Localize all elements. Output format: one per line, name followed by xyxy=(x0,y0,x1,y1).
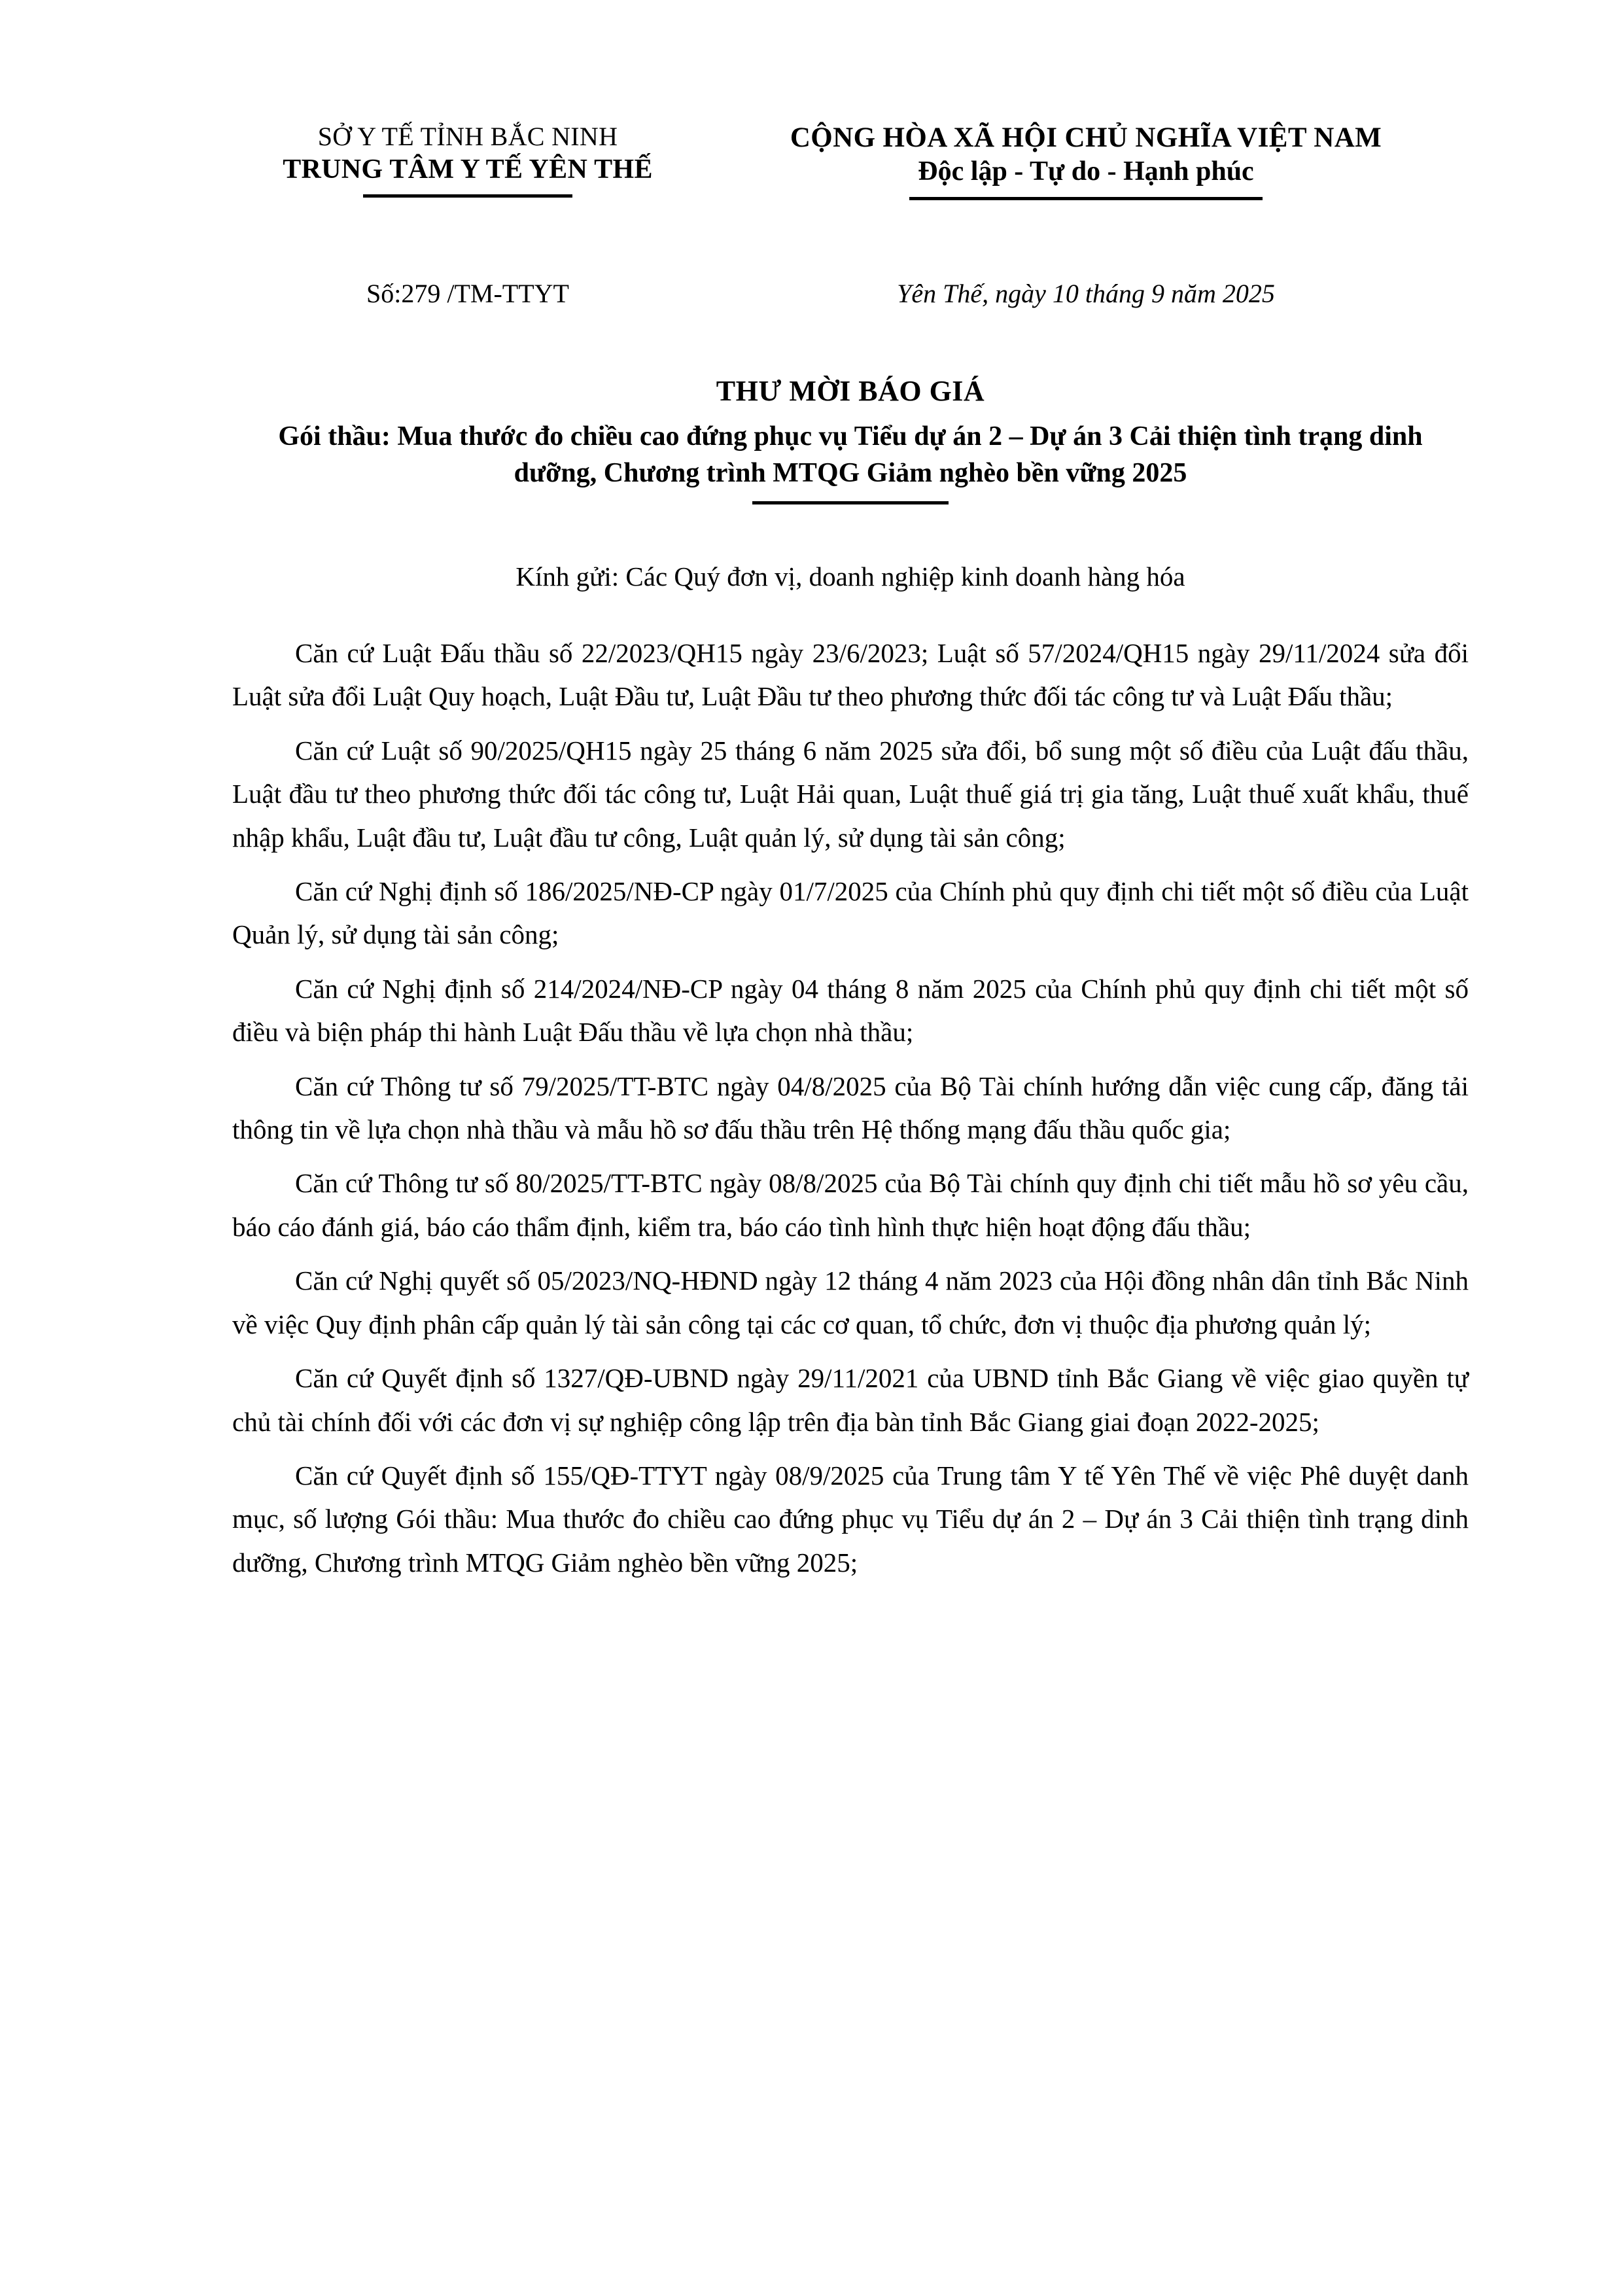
legal-basis-paragraph: Căn cứ Quyết định số 1327/QĐ-UBND ngày 29/11/2021 của UBND tỉnh Bắc Giang về việc giao quyền tự chủ tài chính đối với các đơn vị sự nghiệp công lập trên địa bàn tỉnh Bắc Giang giai đoạn 2022-2025; xyxy=(232,1363,1469,1437)
issuing-authority-underline xyxy=(363,194,572,198)
document-meta-row xyxy=(232,278,1469,309)
issuing-authority-block xyxy=(232,121,703,198)
legal-basis-paragraph: Căn cứ Thông tư số 80/2025/TT-BTC ngày 08/8/2025 của Bộ Tài chính quy định chi tiết mẫu hồ sơ yêu cầu, báo cáo đánh giá, báo cáo thẩm định, kiểm tra, báo cáo tình hình thực hiện hoạt động đấu thầu; xyxy=(232,1168,1469,1242)
national-title: CỘNG HÒA XÃ HỘI CHỦ NGHĨA VIỆT NAM xyxy=(790,122,1382,153)
place-and-date: Yên Thế, ngày 10 tháng 9 năm 2025 xyxy=(897,279,1275,308)
document-header xyxy=(232,121,1469,200)
title-block xyxy=(232,373,1469,504)
document-number-suffix: /TM-TTYT xyxy=(440,279,569,308)
legal-basis-paragraph: Căn cứ Nghị định số 186/2025/NĐ-CP ngày 01/7/2025 của Chính phủ quy định chi tiết một số điều của Luật Quản lý, sử dụng tài sản công; xyxy=(232,876,1469,950)
bid-package-subtitle: Gói thầu: Mua thước đo chiều cao đứng phục vụ Tiểu dự án 2 – Dự án 3 Cải thiện tình trạng dinh dưỡng, Chương trình MTQG Giảm nghèo bền vững 2025 xyxy=(278,421,1423,489)
page-title: THƯ MỜI BÁO GIÁ xyxy=(716,375,985,407)
medical-center-name: TRUNG TÂM Y TẾ YÊN THẾ xyxy=(283,154,653,185)
national-heading-block xyxy=(703,121,1469,200)
national-motto-underline xyxy=(909,197,1263,200)
legal-basis-paragraph: Căn cứ Nghị quyết số 05/2023/NQ-HĐND ngày 12 tháng 4 năm 2023 của Hội đồng nhân dân tỉnh Bắc Ninh về việc Quy định phân cấp quản lý tài sản công tại các cơ quan, tổ chức, đơn vị thuộc địa phương quản lý; xyxy=(232,1265,1469,1339)
title-underline xyxy=(752,501,949,504)
legal-basis-paragraph: Căn cứ Luật số 90/2025/QH15 ngày 25 tháng 6 năm 2025 sửa đổi, bổ sung một số điều của Luật đấu thầu, Luật đầu tư theo phương thức đối tác công tư, Luật Hải quan, Luật thuế giá trị gia tăng, Luật thuế xuất khẩu, thuế nhập khẩu, Luật đầu tư, Luật đầu tư công, Luật quản lý, sử dụng tài sản công; xyxy=(232,735,1469,853)
legal-basis-paragraph: Căn cứ Thông tư số 79/2025/TT-BTC ngày 04/8/2025 của Bộ Tài chính hướng dẫn việc cung cấp, đăng tải thông tin về lựa chọn nhà thầu và mẫu hồ sơ đấu thầu trên Hệ thống mạng đấu thầu quốc gia; xyxy=(232,1070,1469,1145)
document-body xyxy=(232,631,1469,1584)
legal-basis-paragraph: Căn cứ Nghị định số 214/2024/NĐ-CP ngày 04 tháng 8 năm 2025 của Chính phủ quy định chi tiết một số điều và biện pháp thi hành Luật Đấu thầu về lựa chọn nhà thầu; xyxy=(232,973,1469,1048)
national-motto: Độc lập - Tự do - Hạnh phúc xyxy=(918,156,1254,187)
recipient-line: Kính gửi: Các Quý đơn vị, doanh nghiệp kinh doanh hàng hóa xyxy=(515,561,1185,592)
legal-basis-paragraph: Căn cứ Luật Đấu thầu số 22/2023/QH15 ngày 23/6/2023; Luật số 57/2024/QH15 ngày 29/11/2024 sửa đổi Luật sửa đổi Luật Quy hoạch, Luật Đầu tư, Luật Đầu tư theo phương thức đối tác công tư và Luật Đấu thầu; xyxy=(232,638,1469,712)
provincial-health-department-label: SỞ Y TẾ TỈNH BẮC NINH xyxy=(317,122,618,151)
document-number xyxy=(232,278,703,309)
document-number-value: 279 xyxy=(401,279,441,308)
document-number-label: Số: xyxy=(366,279,402,308)
legal-basis-paragraph: Căn cứ Quyết định số 155/QĐ-TTYT ngày 08/9/2025 của Trung tâm Y tế Yên Thế về việc Phê duyệt danh mục, số lượng Gói thầu: Mua thước đo chiều cao đứng phục vụ Tiểu dự án 2 – Dự án 3 Cải thiện tình trạng dinh dưỡng, Chương trình MTQG Giảm nghèo bền vững 2025; xyxy=(232,1460,1469,1578)
